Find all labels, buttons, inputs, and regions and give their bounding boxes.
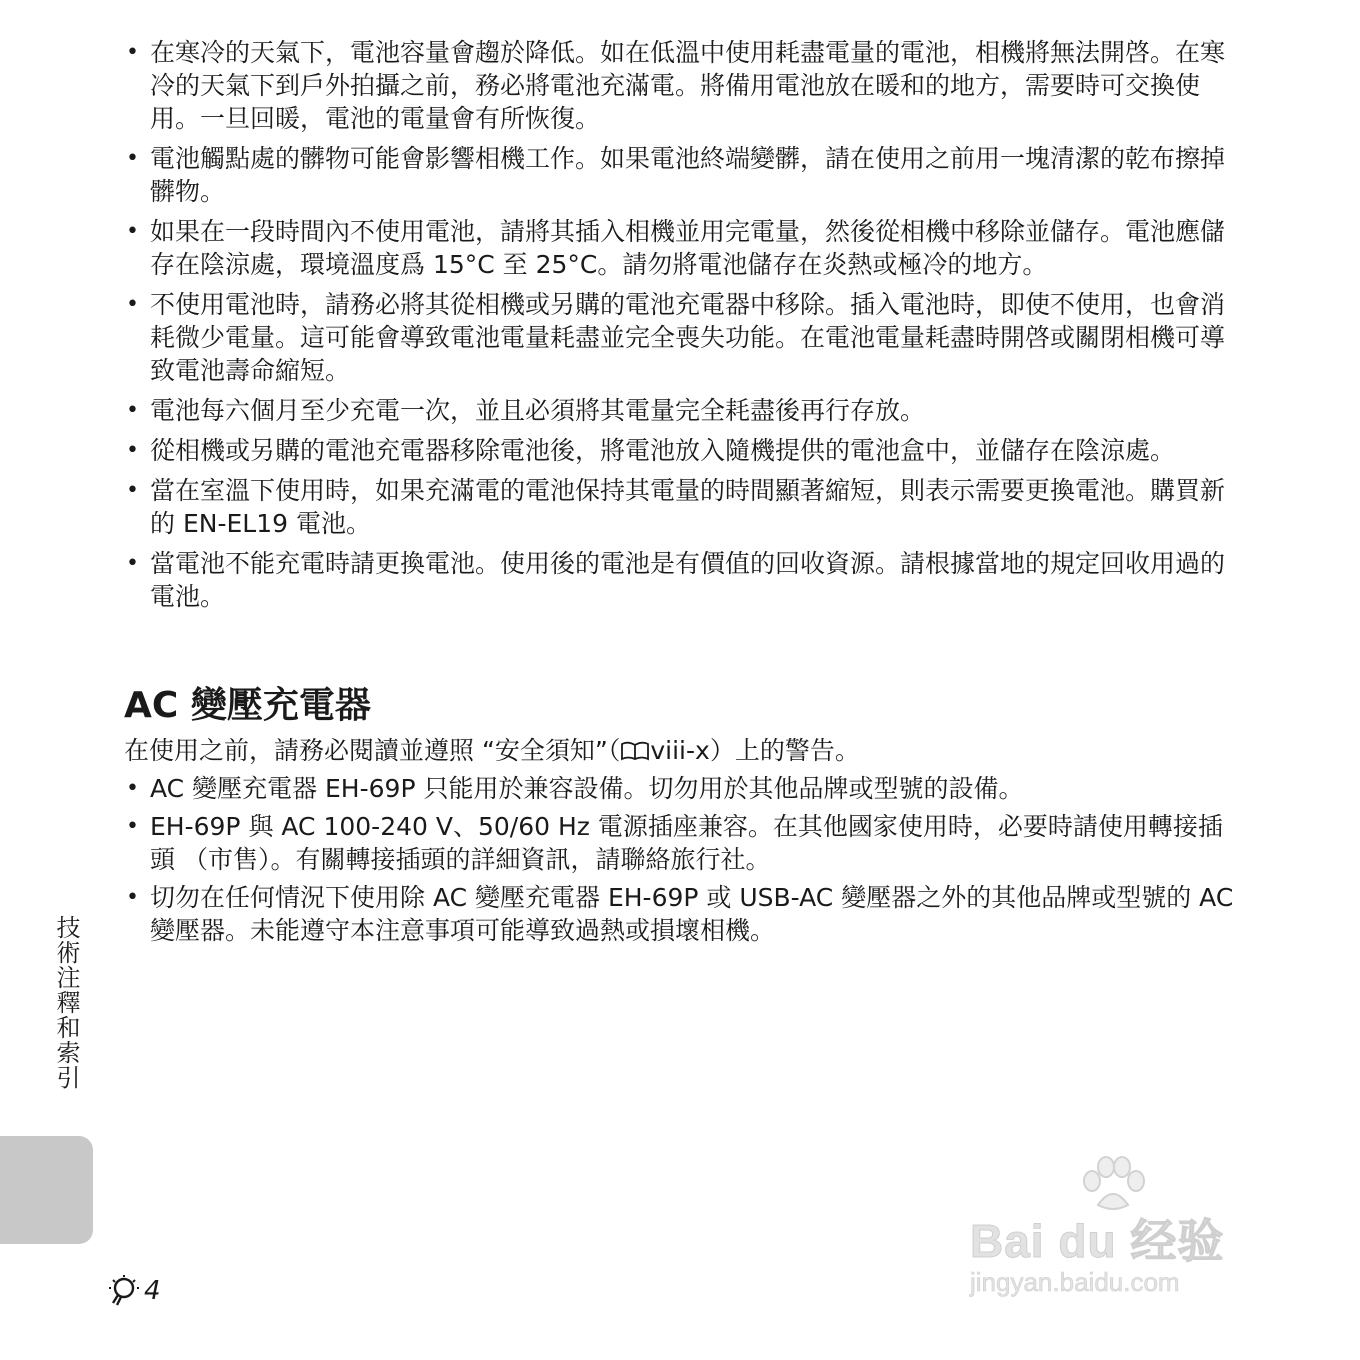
bullet-icon: • <box>126 40 139 65</box>
bullet-text: 當在室溫下使用時，如果充滿電的電池保持其電量的時間顯著縮短，則表示需要更換電池。購買新的 EN-EL19 電池。 <box>150 476 1226 538</box>
section-side-label: 技術注釋和索引 <box>52 915 80 1090</box>
battery-bullet-list <box>124 36 1242 620</box>
lightbulb-icon <box>104 1274 144 1308</box>
bullet-text: 電池每六個月至少充電一次，並且必須將其電量完全耗盡後再行存放。 <box>150 396 926 425</box>
bullet-text: 不使用電池時，請務必將其從相機或另購的電池充電器中移除。插入電池時，即使不使用，也會消耗微少電量。這可能會導致電池電量耗盡並完全喪失功能。在電池電量耗盡時開啓或關閉相機可導致電池壽命縮短。 <box>150 290 1226 385</box>
bullet-icon: • <box>126 438 139 463</box>
section-intro <box>124 734 1242 768</box>
section-title: AC 變壓充電器 <box>124 685 371 726</box>
bullet-text: EH-69P 與 AC 100-240 V、50/60 Hz 電源插座兼容。在其他國家使用時，必要時請使用轉接插頭 （市售）。有關轉接插頭的詳細資訊，請聯絡旅行社。 <box>150 812 1223 874</box>
bullet-text: 在寒冷的天氣下，電池容量會趨於降低。如在低溫中使用耗盡電量的電池，相機將無法開啓。在寒冷的天氣下到戶外拍攝之前，務必將電池充滿電。將備用電池放在暖和的地方，需要時可交換使用。一旦回暖，電池的電量會有所恢復。 <box>150 38 1226 133</box>
list-item <box>124 394 1242 427</box>
bullet-text: 如果在一段時間內不使用電池，請將其插入相機並用完電量，然後從相機中移除並儲存。電池應儲存在陰涼處，環境溫度爲 15°C 至 25°C。請勿將電池儲存在炎熱或極冷的地方。 <box>150 217 1226 279</box>
list-item <box>124 288 1242 387</box>
bullet-text: AC 變壓充電器 EH-69P 只能用於兼容設備。切勿用於其他品牌或型號的設備。 <box>150 774 1024 803</box>
bullet-icon: • <box>126 292 139 317</box>
watermark-url: jingyan.baidu.com <box>970 1267 1180 1297</box>
page-number-text: 4 <box>144 1276 161 1306</box>
section-tab[interactable] <box>0 1136 93 1244</box>
list-item <box>124 772 1242 805</box>
bullet-icon: • <box>126 776 139 801</box>
list-item <box>124 434 1242 467</box>
list-item <box>124 215 1242 281</box>
list-item <box>124 881 1242 947</box>
page-number <box>104 1274 161 1308</box>
bullet-text: 當電池不能充電時請更換電池。使用後的電池是有價值的回收資源。請根據當地的規定回收用過的電池。 <box>150 549 1226 611</box>
bullet-icon: • <box>126 146 139 171</box>
page-reference-link[interactable]: viii-x <box>650 736 710 765</box>
list-item <box>124 474 1242 540</box>
bullet-text: 從相機或另購的電池充電器移除電池後，將電池放入隨機提供的電池盒中，並儲存在陰涼處。 <box>150 436 1176 465</box>
intro-text-before: 在使用之前，請務必閱讀並遵照 “安全須知”（ <box>124 736 621 765</box>
intro-text-after: ）上的警告。 <box>709 736 860 765</box>
ac-bullet-list <box>124 772 1242 947</box>
list-item <box>124 547 1242 613</box>
ac-adapter-section <box>124 684 1242 952</box>
watermark-brand: Bai du 经验 <box>970 1215 1225 1267</box>
list-item <box>124 810 1242 876</box>
bullet-icon: • <box>126 551 139 576</box>
bullet-text: 切勿在任何情況下使用除 AC 變壓充電器 EH-69P 或 USB-AC 變壓器之外的其他品牌或型號的 AC 變壓器。未能遵守本注意事項可能導致過熱或損壞相機。 <box>150 883 1234 945</box>
bullet-icon: • <box>126 219 139 244</box>
baidu-watermark <box>960 1155 1280 1315</box>
list-item <box>124 36 1242 135</box>
bullet-icon: • <box>126 814 139 839</box>
bullet-icon: • <box>126 478 139 503</box>
list-item <box>124 142 1242 208</box>
bullet-text: 電池觸點處的髒物可能會影響相機工作。如果電池終端變髒，請在使用之前用一塊清潔的乾布擦掉髒物。 <box>150 144 1226 206</box>
book-reference-icon <box>620 741 650 761</box>
bullet-icon: • <box>126 885 139 910</box>
bullet-icon: • <box>126 398 139 423</box>
